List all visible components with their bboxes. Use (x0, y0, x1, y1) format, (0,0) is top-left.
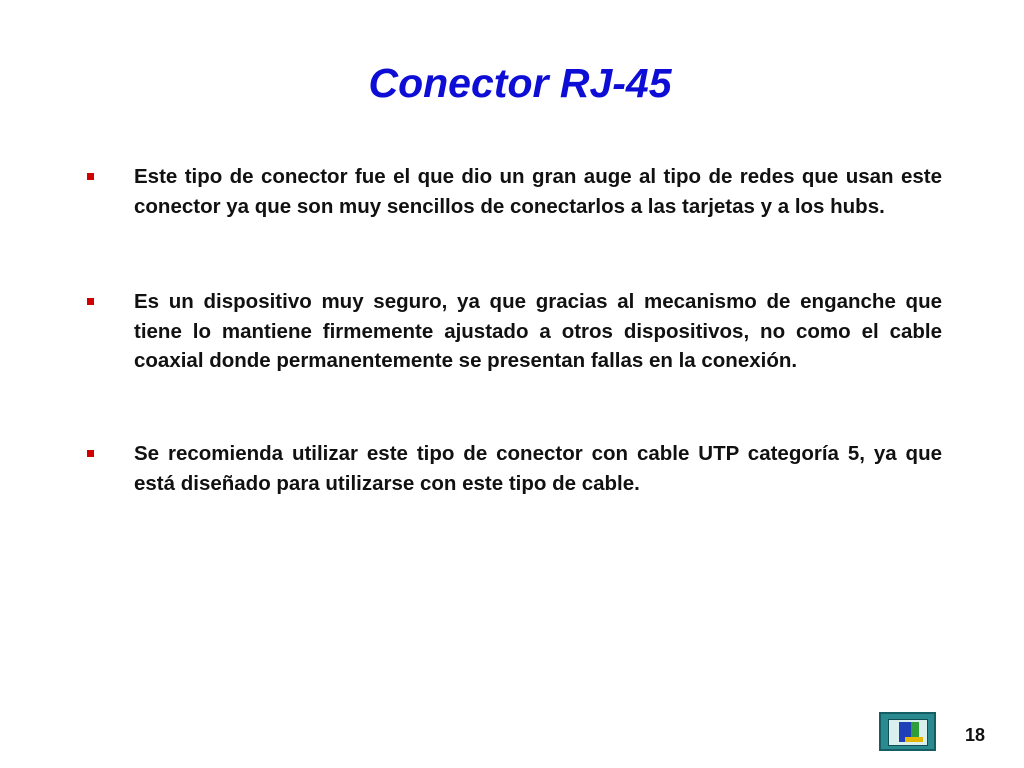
logo-glyph (905, 737, 923, 742)
square-bullet-icon (87, 298, 94, 305)
bullet-item (82, 162, 942, 221)
page-number: 18 (964, 725, 986, 745)
logo-inner (888, 719, 928, 746)
square-bullet-icon (87, 173, 94, 180)
bullet-text: Se recomienda utilizar este tipo de conector con cable UTP categoría 5, ya que está diseñado para utilizarse con este tipo de cable. (134, 442, 942, 495)
logo-icon (879, 712, 936, 751)
bullet-item (82, 439, 942, 498)
square-bullet-icon (87, 450, 94, 457)
bullet-text: Es un dispositivo muy seguro, ya que gracias al mecanismo de enganche que tiene lo mantiene firmemente ajustado a otros dispositivos, no como el cable coaxial donde permanentemente se presentan fallas en la conexión. (134, 290, 942, 372)
slide-title: Conector RJ-45 (368, 60, 672, 106)
bullet-text: Este tipo de conector fue el que dio un gran auge al tipo de redes que usan este conector ya que son muy sencillos de conectarlos a las tarjetas y a los hubs. (134, 165, 942, 218)
bullet-item (82, 287, 942, 376)
